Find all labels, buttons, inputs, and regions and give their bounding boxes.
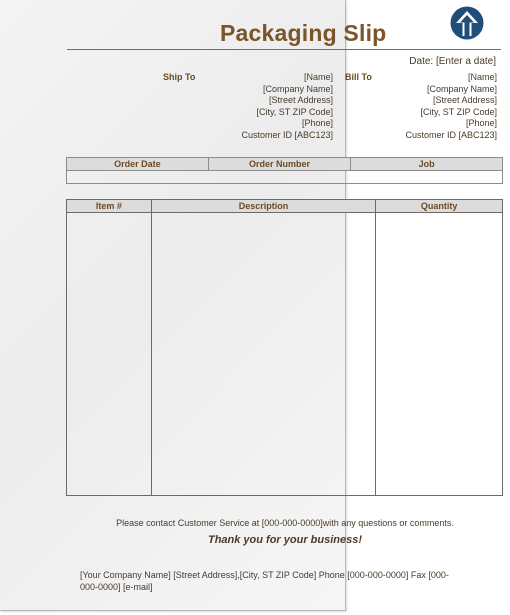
arrow-up-circle-icon [450,6,484,40]
order-date-header: Order Date [67,158,209,171]
ship-to-name[interactable]: [Name] [303,72,333,82]
description-cell[interactable] [151,213,375,496]
ship-to-address [241,72,333,142]
quantity-cell[interactable] [376,213,503,496]
ship-to-city[interactable]: [City, ST ZIP Code] [256,106,333,117]
table-header-row [67,158,503,171]
order-info-table [66,157,503,184]
quantity-header: Quantity [376,200,503,213]
customer-service-note: Please contact Customer Service at [000-000-0000]with any questions or comments. [116,518,454,528]
company-contact-line-2: 000-0000] [e-mail] [80,582,153,592]
date-field[interactable]: Date: [Enter a date] [409,56,496,67]
bill-to-street[interactable]: [Street Address] [432,95,497,106]
ship-to-phone[interactable]: [Phone] [301,118,333,129]
bill-to-city[interactable]: [City, ST ZIP Code] [420,106,497,117]
thank-you-note: Thank you for your business! [207,534,363,546]
table-header-row [67,200,503,213]
item-number-header: Item # [67,200,152,213]
ship-to-label: Ship To [163,72,196,82]
table-row [67,213,503,496]
company-contact-line [80,569,492,593]
bill-to-label: Bill To [345,72,372,82]
page-title: Packaging Slip [220,20,387,46]
bill-to-customer-id[interactable]: Customer ID [ABC123] [405,129,497,140]
bill-to-name[interactable]: [Name] [467,72,497,82]
table-row [67,171,503,184]
bill-to-address [405,72,497,142]
order-info-cell[interactable] [67,171,503,184]
ship-to-street[interactable]: [Street Address] [268,95,333,106]
order-number-header: Order Number [208,158,351,171]
company-contact-line-1: [Your Company Name] [Street Address],[City, ST ZIP Code] Phone [000-000-0000] Fax [000- [80,570,449,580]
bill-to-company[interactable]: [Company Name] [426,83,497,94]
ship-to-company[interactable]: [Company Name] [262,83,333,94]
description-header: Description [151,200,375,213]
item-number-cell[interactable] [67,213,152,496]
ship-to-customer-id[interactable]: Customer ID [ABC123] [241,129,333,140]
job-header: Job [351,158,503,171]
title-rule [67,49,501,50]
items-table [66,199,503,496]
bill-to-phone[interactable]: [Phone] [465,118,497,129]
